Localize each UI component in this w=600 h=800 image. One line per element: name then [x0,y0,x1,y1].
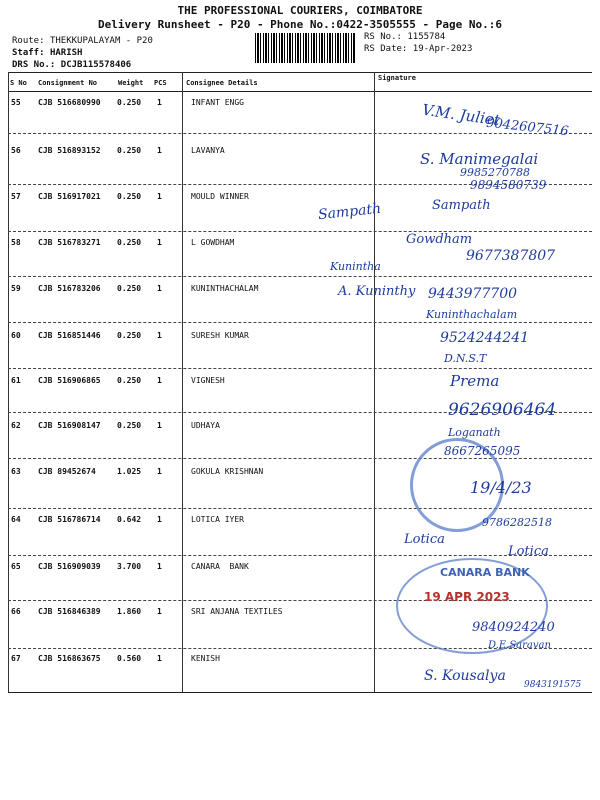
route-line: Route: THEKKUPALAYAM - P20 [12,36,153,46]
table-top-border [8,72,592,73]
row-sno: 61 [11,376,21,385]
row-consignee: SURESH KUMAR [191,331,249,340]
row-pcs: 1 [157,284,162,293]
row-pcs: 1 [157,654,162,663]
row-consignment: CJB 516786714 [38,515,101,524]
row-weight: 0.250 [117,376,142,385]
row-sno: 59 [11,284,21,293]
row-sno: 60 [11,331,21,340]
col-sno: S No [10,79,27,87]
row-separator [8,508,592,509]
row-pcs: 1 [157,376,162,385]
row-weight: 0.250 [117,331,142,340]
row-pcs: 1 [157,562,162,571]
row-consignee: UDHAYA [191,421,220,430]
row-weight: 1.025 [117,467,142,476]
signature-handwriting: S. Manimegalai [420,150,539,168]
row-pcs: 1 [157,192,162,201]
row-consignment: CJB 516863675 [38,654,101,663]
row-sno: 67 [11,654,21,663]
signature-handwriting: V.M. Juliet [421,100,501,130]
stamp-date: 19 APR 2023 [424,590,510,604]
signature-handwriting: D.E.Saravan [488,640,551,651]
row-consignee: KUNINTHACHALAM [191,284,259,293]
row-weight: 1.860 [117,607,142,616]
row-consignment: CJB 516917021 [38,192,101,201]
signature-phone: 8667265095 [444,444,521,458]
row-separator [8,458,592,459]
table-bottom-border [8,692,592,693]
row-sno: 63 [11,467,21,476]
col-pcs: PCS [154,79,167,87]
row-sno: 55 [11,98,21,107]
row-separator [8,231,592,232]
signature-handwriting: A. Kuninthy [338,284,416,299]
col-weight: Weight [118,79,144,87]
row-consignment: CJB 516680990 [38,98,101,107]
row-separator [8,555,592,556]
row-consignee: KENISH [191,654,220,663]
row-pcs: 1 [157,421,162,430]
row-sno: 65 [11,562,21,571]
signature-phone: 9626906464 [448,400,557,420]
row-consignment: CJB 89452674 [38,467,96,476]
row-separator [8,368,592,369]
row-consignment: CJB 516909039 [38,562,101,571]
row-pcs: 1 [157,238,162,247]
row-weight: 0.250 [117,238,142,247]
row-consignment: CJB 516851446 [38,331,101,340]
signature-handwriting: Loganath [448,426,501,439]
row-weight: 0.250 [117,421,142,430]
signature-phone: 9894580739 [470,178,547,192]
row-consignment: CJB 516908147 [38,421,101,430]
row-consignee: SRI ANJANA TEXTILES [191,607,283,616]
signature-handwriting: Lotica [508,544,549,559]
staff-line: Staff: HARISH [12,48,83,58]
row-consignee: L GOWDHAM [191,238,235,247]
signature-phone: 9443977700 [428,286,518,302]
signature-phone: 9786282518 [482,516,552,529]
row-consignee: CANARA BANK [191,562,249,571]
rs-no-line: RS No.: 1155784 [364,32,446,42]
stamp-bank-name: CANARA BANK [440,566,530,579]
row-sno: 66 [11,607,21,616]
signature-date: 19/4/23 [470,478,532,497]
consignee-column-divider [182,72,183,692]
signature-phone: 9985270788 [460,166,530,179]
drs-line: DRS No.: DCJB115578406 [12,60,132,70]
row-weight: 0.250 [117,284,142,293]
row-pcs: 1 [157,331,162,340]
row-consignment: CJB 516906865 [38,376,101,385]
row-weight: 0.250 [117,98,142,107]
col-consignment: Consignment No [38,79,98,87]
signature-handwriting: Sampath [317,200,382,224]
signature-handwriting: Gowdham [406,232,473,247]
row-separator [8,276,592,277]
row-weight: 0.250 [117,192,142,201]
row-weight: 3.700 [117,562,142,571]
signature-handwriting: Lotica [404,532,445,547]
row-consignment: CJB 516783271 [38,238,101,247]
barcode [255,33,355,63]
row-weight: 0.250 [117,146,142,155]
row-sno: 57 [11,192,21,201]
signature-handwriting: Prema [450,372,500,390]
row-weight: 0.560 [117,654,142,663]
signature-handwriting: D.N.S.T [444,352,487,365]
row-consignee: MOULD WINNER [191,192,249,201]
row-pcs: 1 [157,467,162,476]
signature-handwriting: Sampath [432,198,491,213]
signature-handwriting: Kuninthachalam [426,308,518,321]
table-header-border [8,91,592,92]
row-pcs: 1 [157,515,162,524]
row-consignee: LOTICA IYER [191,515,244,524]
row-sno: 58 [11,238,21,247]
row-consignment: CJB 516783206 [38,284,101,293]
signature-handwriting: S. Kousalya [424,668,506,684]
row-pcs: 1 [157,607,162,616]
signature-phone: 9677387807 [466,248,556,264]
row-separator [8,322,592,323]
table-left-border [8,72,9,692]
row-consignment: CJB 516893152 [38,146,101,155]
row-pcs: 1 [157,146,162,155]
row-sno: 64 [11,515,21,524]
row-sno: 62 [11,421,21,430]
row-consignee: VIGNESH [191,376,225,385]
runsheet-title: Delivery Runsheet - P20 - Phone No.:0422-3505555 - Page No.:6 [98,18,502,31]
row-consignee: GOKULA KRISHNAN [191,467,264,476]
signature-phone: 9843191575 [524,680,582,690]
row-consignee: INFANT ENGG [191,98,244,107]
signature-column-divider [374,72,375,692]
rs-date-line: RS Date: 19-Apr-2023 [364,44,473,54]
signature-phone: 9042607516 [485,115,570,140]
row-pcs: 1 [157,98,162,107]
row-sno: 56 [11,146,21,155]
row-separator [8,133,592,134]
signature-handwriting: Kunintha [330,260,381,273]
row-consignee: LAVANYA [191,146,225,155]
company-title: THE PROFESSIONAL COURIERS, COIMBATORE [177,4,423,17]
signature-phone: 9840924240 [472,620,555,635]
row-consignment: CJB 516846389 [38,607,101,616]
signature-phone: 9524244241 [440,330,530,346]
col-consignee: Consignee Details [186,79,258,87]
row-weight: 0.642 [117,515,142,524]
col-signature: Signature [378,74,416,82]
